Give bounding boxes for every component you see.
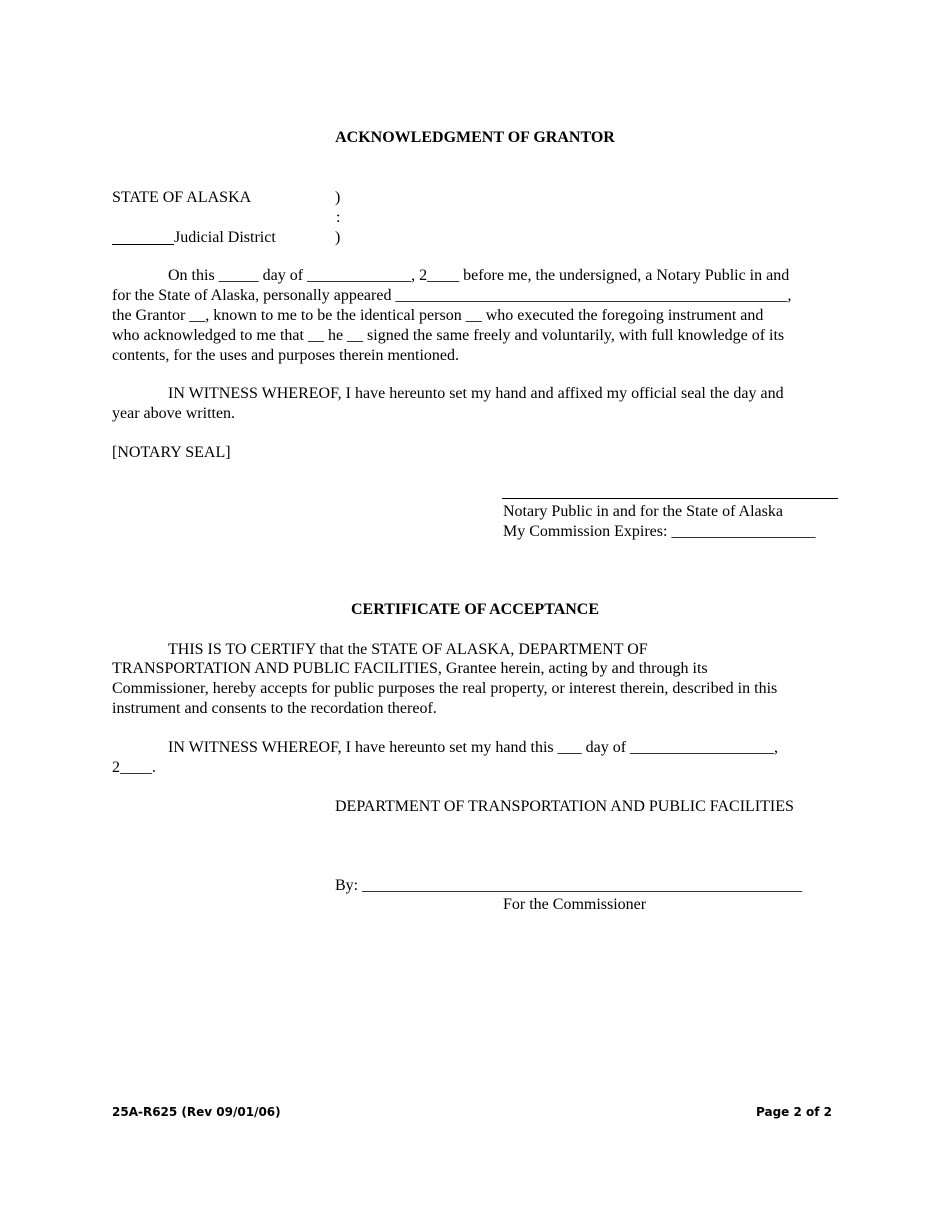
notary-seal-placeholder: [NOTARY SEAL] bbox=[112, 444, 231, 461]
state-label: STATE OF ALASKA bbox=[112, 189, 252, 206]
notary-signature-line bbox=[502, 498, 838, 499]
venue-colon: : bbox=[336, 209, 341, 226]
judicial-district-label: Judicial District bbox=[174, 229, 276, 246]
notary-title: Notary Public in and for the State of Alaska bbox=[503, 503, 783, 520]
page-number: Page 2 of 2 bbox=[756, 1105, 832, 1119]
venue-paren-open: ) bbox=[335, 189, 341, 206]
cert-witness-line-1: IN WITNESS WHEREOF, I have hereunto set my hand this ___ day of __________________, bbox=[168, 739, 779, 756]
district-blank-line bbox=[112, 244, 174, 245]
ack-witness-line-1: IN WITNESS WHEREOF, I have hereunto set my hand and affixed my official seal the day and bbox=[168, 385, 784, 402]
ack-witness-line-2: year above written. bbox=[112, 405, 236, 422]
ack-body-line-2: for the State of Alaska, personally appeared _________________________________________________, bbox=[112, 287, 792, 304]
commission-expires: My Commission Expires: __________________ bbox=[503, 523, 816, 540]
department-name: DEPARTMENT OF TRANSPORTATION AND PUBLIC FACILITIES bbox=[335, 798, 794, 815]
form-number: 25A-R625 (Rev 09/01/06) bbox=[112, 1105, 281, 1119]
ack-body-line-3: the Grantor __, known to me to be the identical person __ who executed the foregoing instrument and bbox=[112, 307, 764, 324]
ack-body-line-5: contents, for the uses and purposes therein mentioned. bbox=[112, 347, 460, 364]
cert-body-line-4: instrument and consents to the recordation thereof. bbox=[112, 700, 437, 717]
ack-body-line-4: who acknowledged to me that __ he __ signed the same freely and voluntarily, with full knowledge of its bbox=[112, 327, 785, 344]
certificate-title: CERTIFICATE OF ACCEPTANCE bbox=[350, 601, 600, 618]
commissioner-signature-line: By: _______________________________________________________ bbox=[335, 877, 803, 894]
acknowledgment-title: ACKNOWLEDGMENT OF GRANTOR bbox=[335, 129, 615, 146]
ack-body-line-1: On this _____ day of _____________, 2____ before me, the undersigned, a Notary Public in and bbox=[168, 267, 790, 284]
cert-body-line-1: THIS IS TO CERTIFY that the STATE OF ALASKA, DEPARTMENT OF bbox=[168, 641, 648, 658]
for-the-commissioner: For the Commissioner bbox=[503, 896, 647, 913]
cert-body-line-2: TRANSPORTATION AND PUBLIC FACILITIES, Grantee herein, acting by and through its bbox=[112, 660, 708, 677]
cert-witness-line-2: 2____. bbox=[112, 759, 156, 776]
cert-body-line-3: Commissioner, hereby accepts for public purposes the real property, or interest therein, described in this bbox=[112, 680, 778, 697]
venue-paren-close: ) bbox=[335, 229, 341, 246]
